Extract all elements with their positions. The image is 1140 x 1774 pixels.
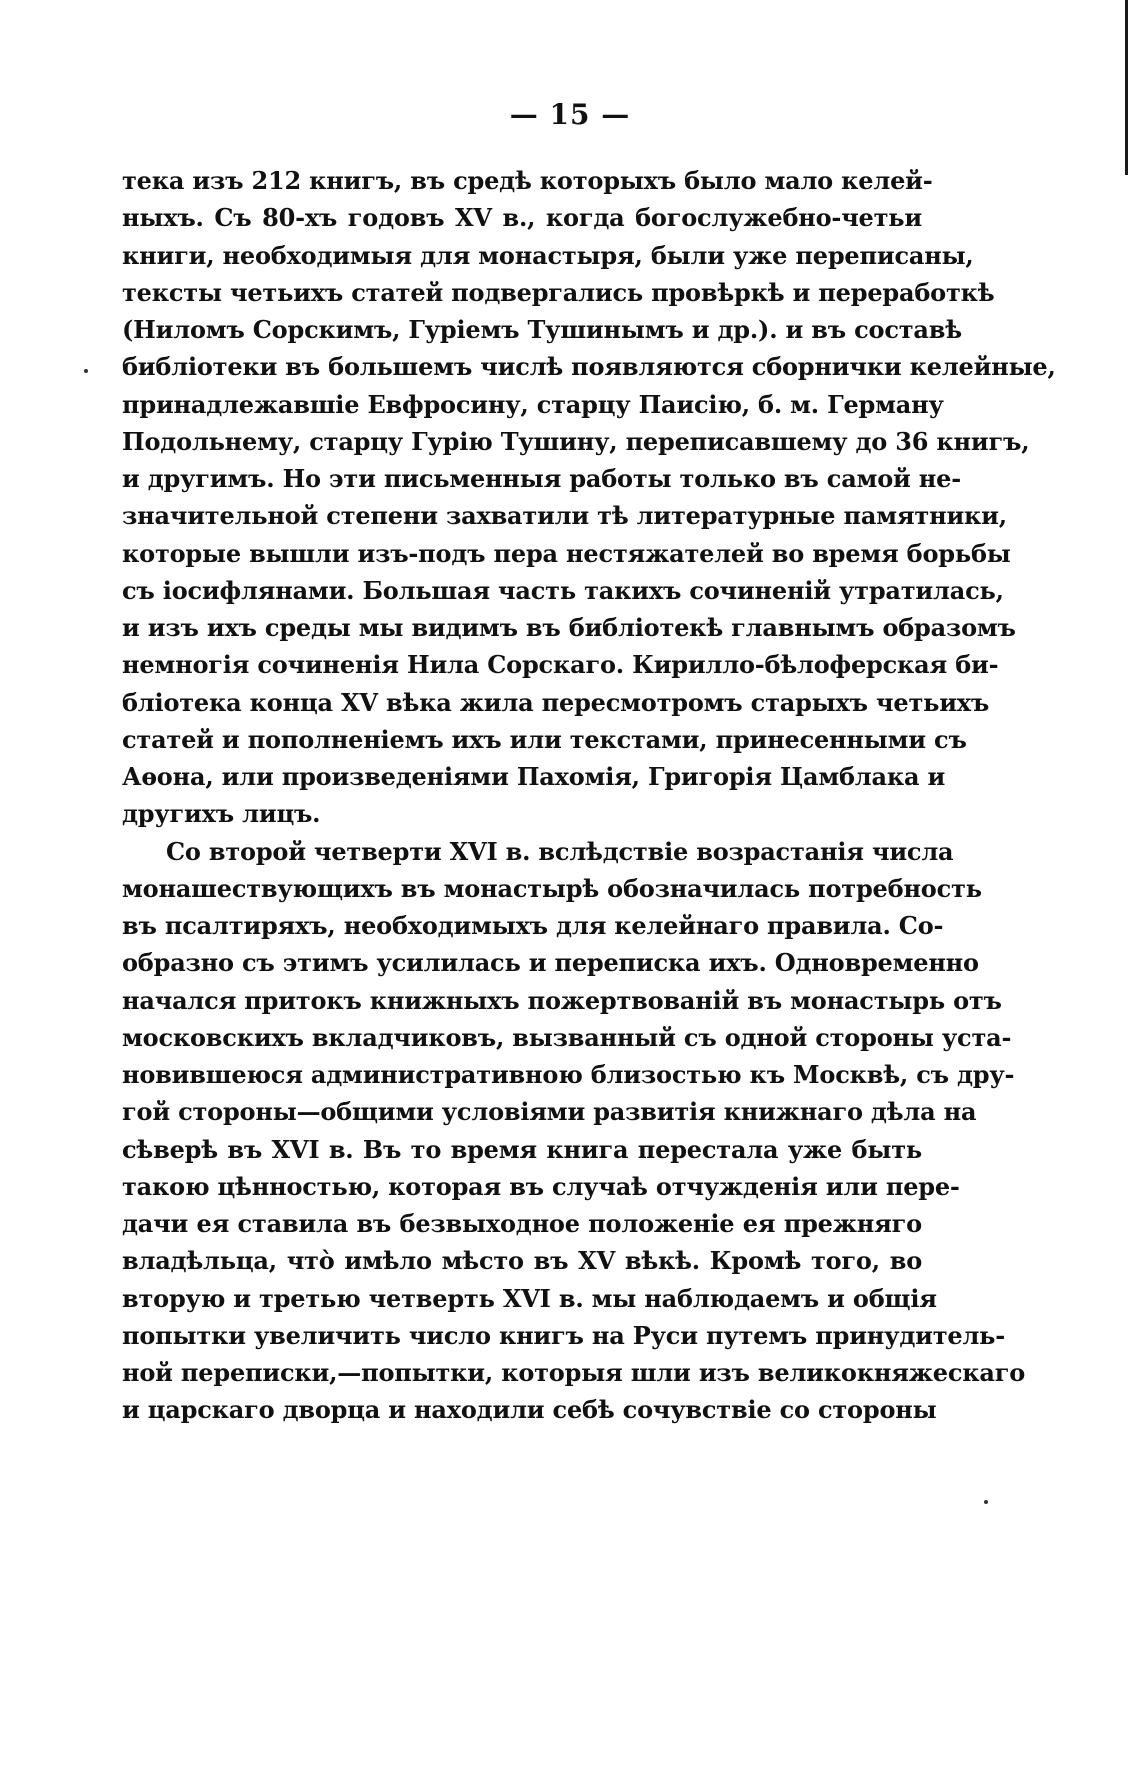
text-line: дачи ея ставила въ безвыходное положеніе ея прежняго bbox=[122, 1209, 922, 1238]
text-line: вторую и третью четверть XVI в. мы наблюдаемъ и общія bbox=[122, 1283, 937, 1313]
scan-speck bbox=[84, 369, 88, 373]
text-line: владѣльца, чтò имѣло мѣсто въ XV вѣкѣ. Кромѣ того, во bbox=[122, 1246, 922, 1276]
text-line: которые вышли изъ-подъ пера нестяжателей во время борьбы bbox=[122, 538, 1011, 568]
text-line: въ псалтиряхъ, необходимыхъ для келейнаго правила. Со- bbox=[122, 911, 944, 940]
text-line: книги, необходимыя для монастыря, были уже переписаны, bbox=[122, 240, 974, 270]
text-line: гой стороны—общими условіями развитія книжнаго дѣла на bbox=[122, 1097, 977, 1127]
text-line: тексты четьихъ статей подвергались провѣркѣ и переработкѣ bbox=[122, 277, 995, 307]
text-line: Подольнему, старцу Гурію Тушину, переписавшему до 36 книгъ, bbox=[122, 426, 1030, 456]
text-line: попытки увеличить число книгъ на Руси путемъ принудитель- bbox=[122, 1320, 1006, 1350]
text-line: и царскаго дворца и находили себѣ сочувствіе со стороны bbox=[122, 1395, 937, 1425]
text-line: сѣверѣ въ XVI в. Въ то время книга перестала уже быть bbox=[122, 1134, 922, 1164]
text-line: образно съ этимъ усилилась и переписка ихъ. Одновременно bbox=[122, 948, 979, 978]
text-line: и изъ ихъ среды мы видимъ въ библіотекѣ главнымъ образомъ bbox=[122, 613, 1016, 642]
text-line: ной переписки,—попытки, которыя шли изъ великокняжескаго bbox=[122, 1358, 1026, 1387]
text-line: бліотека конца XV вѣка жила пересмотромъ старыхъ четьихъ bbox=[122, 687, 990, 717]
text-line: начался притокъ книжныхъ пожертвованій въ монастырь отъ bbox=[122, 985, 1002, 1015]
text-line: тека изъ 212 книгъ, въ средѣ которыхъ было мало келей- bbox=[122, 166, 933, 195]
text-line: библіотеки въ большемъ числѣ появляются сборнички келейные, bbox=[122, 352, 1056, 382]
page-number: — 15 — bbox=[509, 98, 631, 131]
text-line: новившеюся административною близостью къ Москвѣ, съ дру- bbox=[122, 1060, 1015, 1089]
text-line: принадлежавшіе Евфросину, старцу Паисію, б. м. Герману bbox=[122, 389, 944, 419]
text-line: и другимъ. Но эти письменныя работы только въ самой не- bbox=[122, 464, 961, 493]
text-line: Со второй четверти XVI в. вслѣдствіе возрастанія числа bbox=[166, 836, 954, 866]
text-line: такою цѣнностью, которая въ случаѣ отчужденія или пере- bbox=[122, 1171, 960, 1201]
body-text bbox=[122, 162, 1056, 1429]
text-line: немногія сочиненія Нила Сорскаго. Кирилло-бѣлоферская би- bbox=[122, 650, 999, 680]
text-line: другихъ лицъ. bbox=[122, 799, 321, 829]
scan-edge-line bbox=[1125, 0, 1128, 175]
text-line: монашествующихъ въ монастырѣ обозначилась потребность bbox=[122, 873, 982, 903]
text-line: Аѳона, или произведеніями Пахомія, Григорія Цамблака и bbox=[122, 762, 946, 791]
text-line: (Ниломъ Сорскимъ, Гуріемъ Тушинымъ и др.). и въ составѣ bbox=[122, 315, 962, 344]
text-line: съ іосифлянами. Большая часть такихъ сочиненій утратилась, bbox=[122, 575, 1004, 605]
text-line: статей и пополненіемъ ихъ или текстами, принесенными съ bbox=[122, 724, 967, 754]
text-line: ныхъ. Съ 80-хъ годовъ XV в., когда богослужебно-четьи bbox=[122, 203, 922, 233]
text-line: московскихъ вкладчиковъ, вызванный съ одной стороны уста- bbox=[122, 1022, 1012, 1052]
text-line: значительной степени захватили тѣ литературные памятники, bbox=[122, 501, 1007, 531]
scan-speck bbox=[984, 1500, 988, 1504]
